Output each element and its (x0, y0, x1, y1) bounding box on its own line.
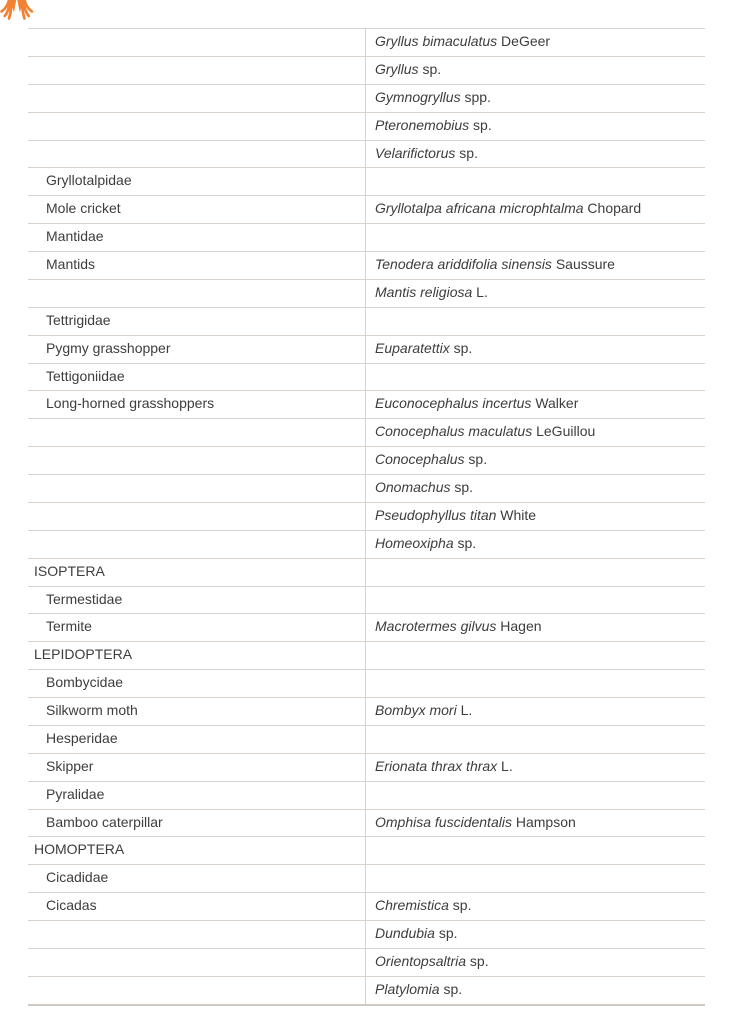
common-name-cell (28, 531, 365, 558)
scientific-name-cell (365, 57, 705, 84)
common-name-cell (28, 475, 365, 502)
table-row (28, 418, 705, 446)
scientific-name-italic: Euconocephalus incertus (375, 395, 532, 412)
table-row (28, 56, 705, 84)
scientific-name-italic: Chremistica (375, 897, 449, 914)
common-name-cell: Hesperidae (46, 729, 118, 746)
author-or-sp-label: Saussure (551, 256, 615, 272)
author-or-sp-label: Hampson (511, 813, 576, 830)
scientific-name-cell (365, 810, 705, 837)
scientific-name-cell (365, 921, 705, 948)
scientific-name-cell (365, 113, 705, 140)
common-name-cell (28, 503, 365, 530)
common-name-cell (28, 141, 365, 168)
scientific-name-italic: Euparatettix (375, 339, 450, 356)
scientific-name-cell (365, 782, 705, 809)
common-name-cell (28, 977, 365, 1004)
author-or-sp-label: sp. (453, 534, 477, 551)
scientific-name-cell (365, 196, 705, 223)
scientific-name-italic: Velarifictorus (375, 144, 456, 161)
common-name-cell: Mole cricket (46, 200, 121, 217)
scientific-name-italic: Dundubia (375, 925, 435, 941)
species-table (28, 28, 705, 1006)
common-name-cell: Termestidae (46, 590, 123, 607)
table-row (28, 251, 705, 279)
table-row (28, 335, 705, 363)
scientific-name-cell (365, 29, 705, 56)
table-row (28, 223, 705, 251)
scientific-name-cell (365, 168, 705, 195)
common-name-cell (28, 419, 365, 446)
table-row (28, 669, 705, 697)
scientific-name-italic: Gryllus (375, 60, 419, 77)
scientific-name-italic: Onomachus (375, 479, 451, 495)
table-row (28, 725, 705, 753)
author-or-sp-label: L. (472, 283, 488, 300)
table-row (28, 167, 705, 195)
scientific-name-cell (365, 224, 705, 251)
scientific-name-cell (365, 865, 705, 892)
common-name-cell (28, 29, 365, 56)
common-name-cell (28, 280, 365, 307)
table-row (28, 558, 705, 586)
scientific-name-italic: Gryllotalpa africana microphtalma (375, 200, 584, 217)
common-name-cell: HOMOPTERA (34, 841, 125, 858)
scientific-name-italic: Pteronemobius (375, 116, 470, 133)
scientific-name-italic: Homeoxipha (375, 534, 454, 551)
table-row (28, 140, 705, 168)
scientific-name-cell (365, 893, 705, 920)
common-name-cell: LEPIDOPTERA (34, 646, 133, 663)
table-row (28, 84, 705, 112)
scientific-name-cell (365, 503, 705, 530)
common-name-cell: Gryllotalpidae (46, 172, 132, 189)
author-or-sp-label: sp. (418, 60, 442, 77)
author-or-sp-label: DeGeer (497, 33, 551, 49)
table-row (28, 613, 705, 641)
author-or-sp-label: Walker (531, 395, 579, 412)
scientific-name-cell (365, 364, 705, 391)
scientific-name-cell (365, 447, 705, 474)
scientific-name-cell (365, 977, 705, 1004)
table-row (28, 976, 705, 1004)
common-name-cell (28, 949, 365, 976)
author-or-sp-label: sp. (439, 980, 463, 997)
common-name-cell: Pygmy grasshopper (46, 339, 171, 356)
scientific-name-cell (365, 614, 705, 641)
table-row (28, 892, 705, 920)
table-row (28, 28, 705, 56)
author-or-sp-label: L. (456, 702, 473, 718)
common-name-cell (28, 921, 365, 948)
scientific-name-italic: Mantis religiosa (375, 283, 473, 300)
scientific-name-cell (365, 252, 705, 279)
table-row (28, 474, 705, 502)
scientific-name-italic: Orientopsaltria (375, 952, 467, 969)
scientific-name-cell (365, 85, 705, 112)
common-name-cell: ISOPTERA (34, 562, 105, 579)
scientific-name-cell (365, 642, 705, 669)
common-name-cell: Cicadidae (46, 869, 109, 886)
common-name-cell: Mantids (46, 256, 96, 272)
author-or-sp-label: L. (497, 757, 513, 774)
author-or-sp-label: sp. (466, 952, 489, 969)
author-or-sp-label: sp. (449, 339, 473, 356)
common-name-cell (28, 113, 365, 140)
scientific-name-italic: Bombyx mori (375, 702, 457, 718)
insect-legs-icon (0, 0, 34, 22)
scientific-name-cell (365, 949, 705, 976)
scientific-name-italic: Conocephalus (375, 451, 465, 468)
table-row (28, 112, 705, 140)
author-or-sp-label: sp. (455, 144, 478, 161)
table-row (28, 502, 705, 530)
scientific-name-cell (365, 391, 705, 418)
table-row (28, 586, 705, 614)
scientific-name-cell (365, 587, 705, 614)
scientific-name-cell (365, 419, 705, 446)
table-row (28, 279, 705, 307)
table-row (28, 781, 705, 809)
common-name-cell: Mantidae (46, 228, 104, 245)
scientific-name-cell (365, 336, 705, 363)
table-row (28, 363, 705, 391)
author-or-sp-label: spp. (460, 88, 491, 105)
scientific-name-italic: Tenodera ariddifolia sinensis (375, 256, 552, 272)
common-name-cell: Skipper (46, 757, 94, 774)
scientific-name-cell (365, 698, 705, 725)
scientific-name-cell (365, 475, 705, 502)
common-name-cell: Tettrigidae (46, 311, 111, 328)
table-row (28, 753, 705, 781)
table-row (28, 920, 705, 948)
author-or-sp-label: White (496, 506, 537, 523)
table-row (28, 836, 705, 864)
author-or-sp-label: sp. (434, 925, 458, 941)
table-row (28, 809, 705, 837)
common-name-cell: Cicadas (46, 897, 97, 914)
common-name-cell: Pyralidae (46, 785, 105, 802)
table-row (28, 697, 705, 725)
table-row (28, 307, 705, 335)
scientific-name-italic: Gymnogryllus (375, 88, 461, 105)
scientific-name-italic: Erionata thrax thrax (375, 757, 498, 774)
author-or-sp-label: sp. (469, 116, 492, 133)
author-or-sp-label: Hagen (496, 618, 542, 635)
scientific-name-cell (365, 670, 705, 697)
table-row (28, 390, 705, 418)
scientific-name-cell (365, 141, 705, 168)
common-name-cell: Silkworm moth (46, 702, 138, 718)
scientific-name-cell (365, 531, 705, 558)
scientific-name-cell (365, 726, 705, 753)
table-row (28, 948, 705, 976)
scientific-name-cell (365, 837, 705, 864)
table-row (28, 530, 705, 558)
scientific-name-cell (365, 280, 705, 307)
table-row (28, 641, 705, 669)
common-name-cell: Termite (46, 618, 92, 635)
scientific-name-italic: Macrotermes gilvus (375, 618, 497, 635)
common-name-cell: Long-horned grasshoppers (46, 395, 215, 412)
scientific-name-italic: Gryllus bimaculatus (375, 33, 498, 49)
scientific-name-italic: Conocephalus maculatus (375, 423, 533, 440)
author-or-sp-label: LeGuillou (532, 423, 596, 440)
table-row (28, 446, 705, 474)
author-or-sp-label: sp. (448, 897, 472, 914)
table-row (28, 864, 705, 892)
scientific-name-italic: Pseudophyllus titan (375, 506, 497, 523)
author-or-sp-label: sp. (450, 479, 474, 495)
common-name-cell (28, 447, 365, 474)
common-name-cell: Bombycidae (46, 674, 124, 691)
table-row (28, 195, 705, 223)
common-name-cell (28, 85, 365, 112)
scientific-name-cell (365, 754, 705, 781)
author-or-sp-label: sp. (464, 451, 488, 468)
common-name-cell: Bamboo caterpillar (46, 813, 163, 830)
scientific-name-italic: Omphisa fuscidentalis (375, 813, 512, 830)
common-name-cell: Tettigoniidae (46, 367, 125, 384)
author-or-sp-label: Chopard (583, 200, 642, 217)
common-name-cell (28, 57, 365, 84)
scientific-name-cell (365, 559, 705, 586)
scientific-name-cell (365, 308, 705, 335)
scientific-name-italic: Platylomia (375, 980, 440, 997)
